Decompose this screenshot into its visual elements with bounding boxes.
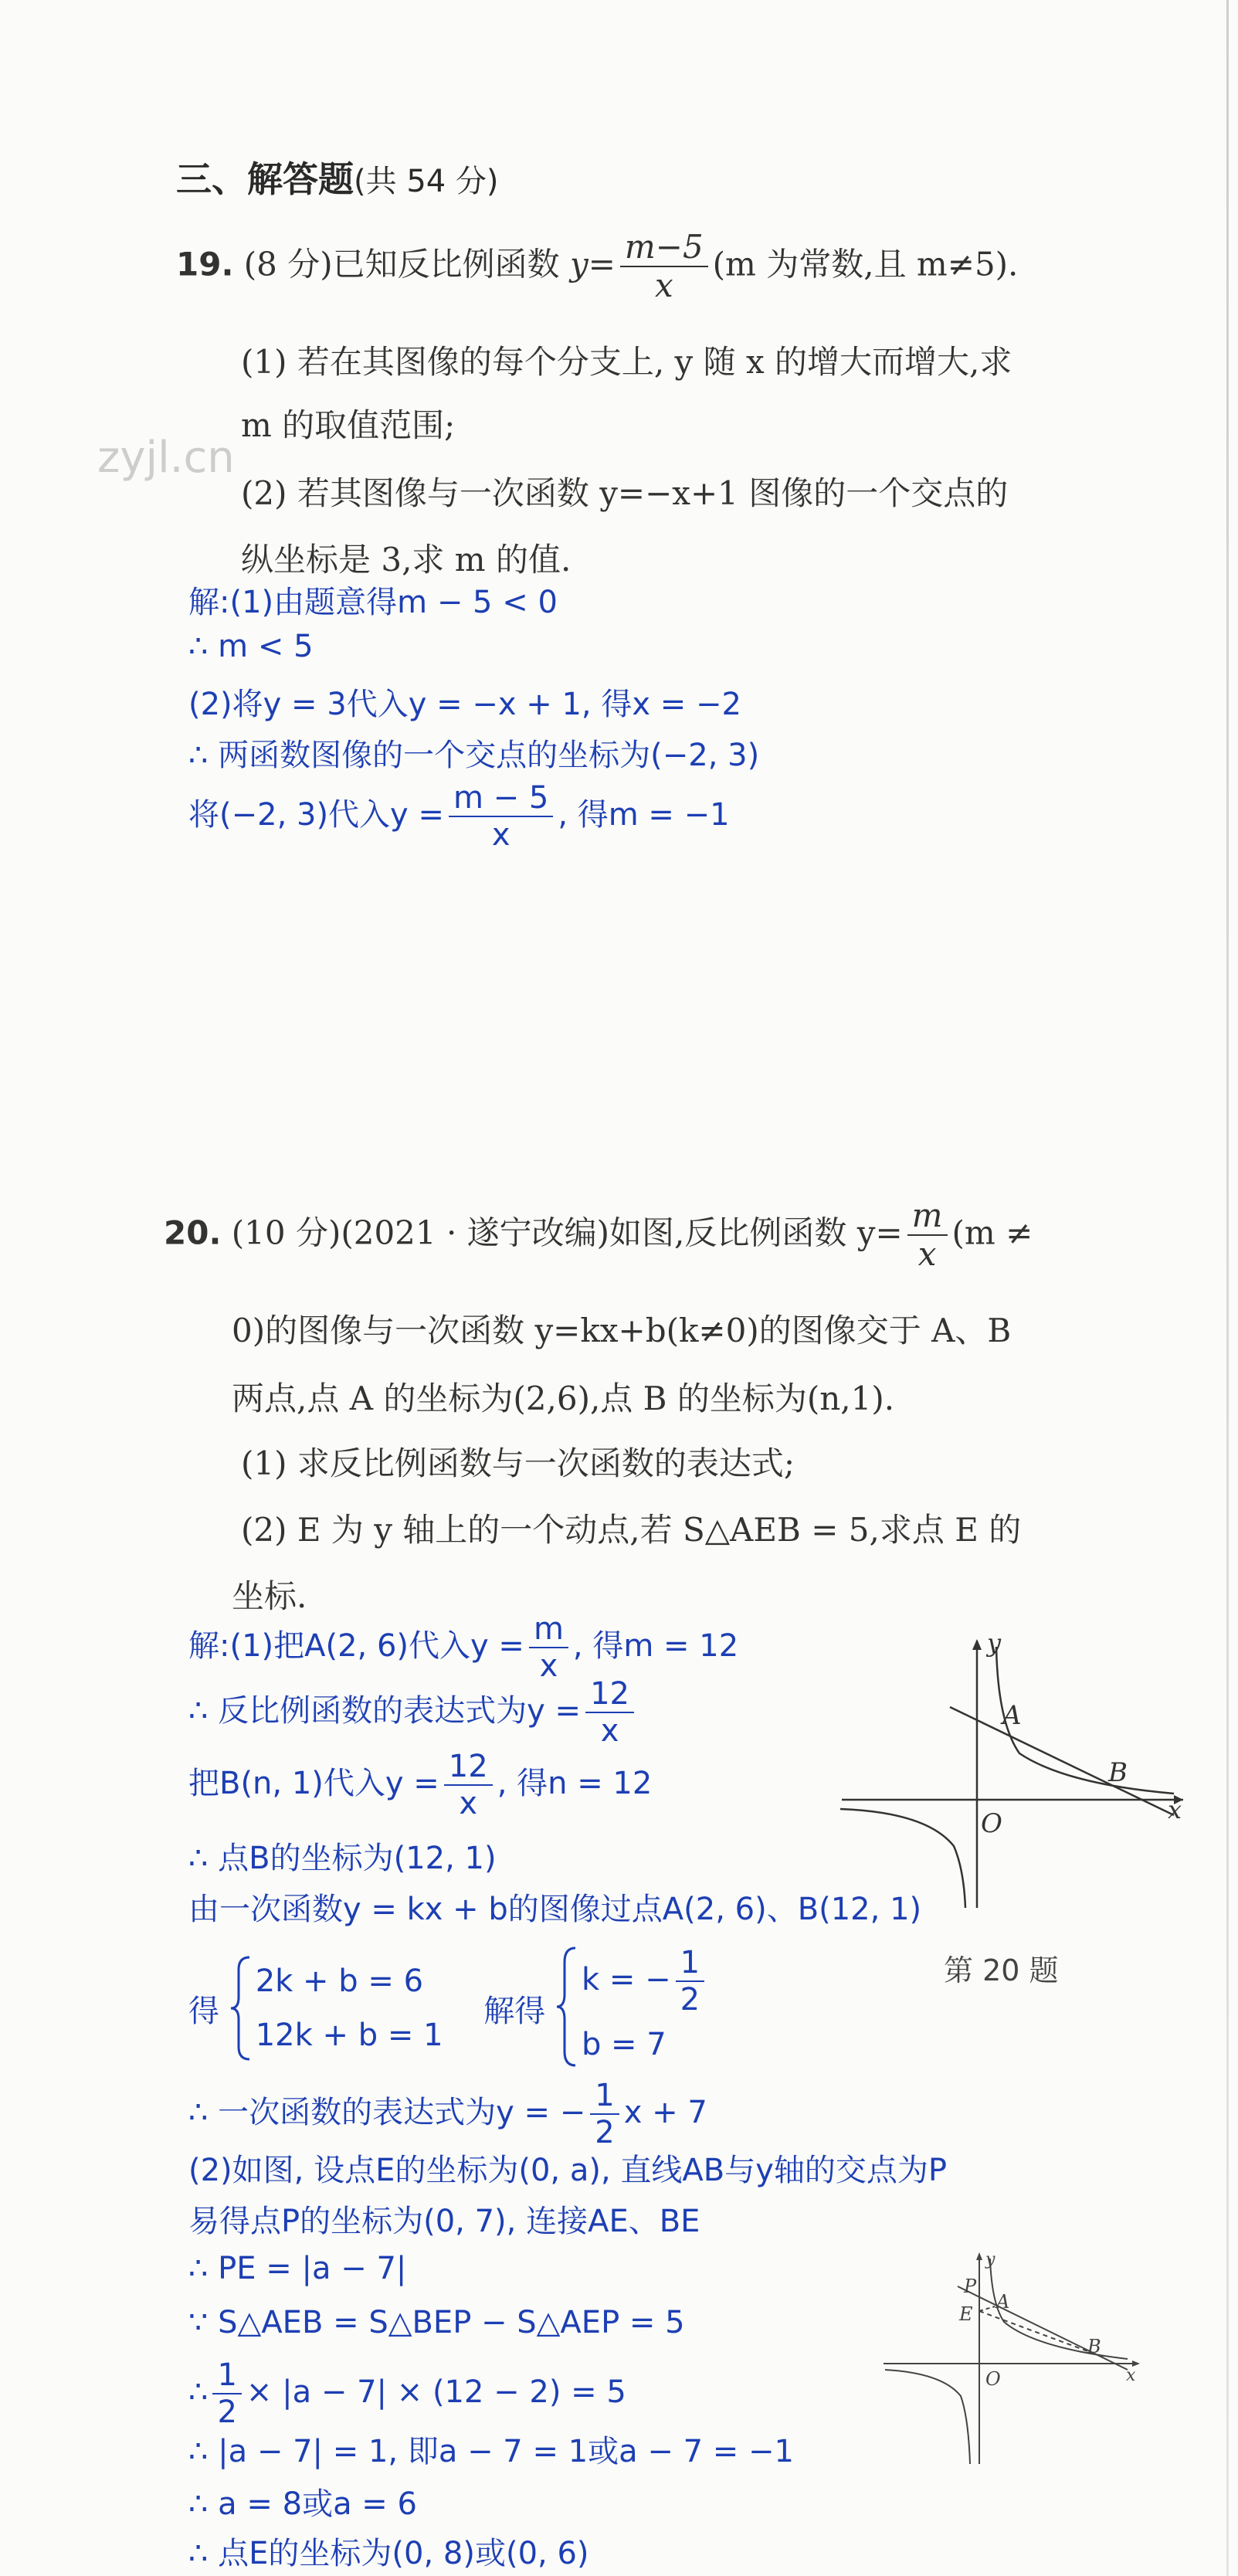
a19-line1: 解:(1)由题意得m − 5 < 0 <box>188 585 558 620</box>
label-p: P <box>964 2276 977 2297</box>
q19-score: (8 分) <box>243 245 333 283</box>
a20-fraction-4: $\frac{1}{2}$ <box>590 2078 619 2150</box>
a20-line5: 由一次函数y = kx + b的图像过点A(2, 6)、B(12, 1) <box>188 1892 922 1927</box>
q20-line4: (1) 求反比例函数与一次函数的表达式; <box>241 1444 795 1482</box>
a20-line9: 易得点P的坐标为(0, 7), 连接AE、BE <box>188 2204 700 2239</box>
q20-line3: 两点,点 A 的坐标为(2,6),点 B 的坐标为(n,1). <box>232 1380 895 1417</box>
watermark: zyjl.cn <box>97 433 235 483</box>
a20-line13: ∴ |a − 7| = 1, 即a − 7 = 1或a − 7 = −1 <box>188 2434 794 2469</box>
q19-part1-line2: m 的取值范围; <box>241 406 456 444</box>
label-y: y <box>987 1630 1002 1658</box>
a20-fraction-3: $\frac{12}{x}$ <box>444 1749 493 1821</box>
label-b: B <box>1087 2336 1101 2357</box>
q20-stem-a: 如图,反比例函数 y= <box>609 1213 903 1252</box>
a20-line1: 解:(1)把A(2, 6)代入y = $\frac{m}{x}$ , 得m = 12 <box>188 1611 739 1684</box>
a20-line12: ∴ $\frac{1}{2}$ × |a − 7| × (12 − 2) = 5 <box>188 2357 626 2430</box>
equation-system-2: k = − $\frac{1}{2}$ b = 7 <box>555 1945 709 2072</box>
section-title: 三、解答题 <box>176 158 354 200</box>
q20-stem <box>164 1197 1033 1274</box>
a20-line15: ∴ 点E的坐标为(0, 8)或(0, 6) <box>188 2536 589 2571</box>
a19-line5: 将(−2, 3)代入y = $\frac{m - 5}{x}$ , 得m = −1 <box>188 780 730 853</box>
label-b: B <box>1108 1757 1128 1788</box>
line-ea-dashed <box>979 2306 995 2311</box>
line-eb-dashed <box>979 2311 1104 2357</box>
a20-fraction-1: $\frac{m}{x}$ <box>529 1611 568 1684</box>
label-y: y <box>985 2250 995 2269</box>
q20-line5: (2) E 为 y 轴上的一个动点,若 S△AEB = 5,求点 E 的 <box>241 1511 1022 1549</box>
a20-line2: ∴ 反比例函数的表达式为y = $\frac{12}{x}$ <box>188 1676 639 1749</box>
section-points: (共 54 分) <box>354 164 499 199</box>
y-axis-arrow-icon <box>972 1639 982 1650</box>
a20-fraction-5: $\frac{1}{2}$ <box>212 2357 241 2430</box>
q20-stem-b: (m ≠ <box>951 1213 1033 1252</box>
q19-stem-a: 已知反比例函数 <box>332 245 560 283</box>
figure-20-part2 <box>880 2248 1143 2472</box>
label-o: O <box>985 2368 1001 2390</box>
label-e: E <box>959 2303 973 2325</box>
q20-line6: 坐标. <box>232 1577 307 1615</box>
figure-20 <box>834 1630 1189 1916</box>
hyperbola-branch-2 <box>840 1809 965 1908</box>
q20-meta: (10 分)(2021 · 遂宁改编) <box>231 1213 610 1252</box>
q19-fx-lhs: y= <box>570 245 616 283</box>
hyperbola-branch-1 <box>990 2259 1128 2359</box>
a19-line2: ∴ m < 5 <box>188 629 314 664</box>
a20-line3: 把B(n, 1)代入y = $\frac{12}{x}$ , 得n = 12 <box>188 1749 653 1821</box>
equation-system-1: 2k + b = 6 12k + b = 1 <box>229 1954 443 2062</box>
q19-stem <box>176 229 1018 305</box>
q19-part2-line1: (2) 若其图像与一次函数 y=−x+1 图像的一个交点的 <box>241 474 1009 512</box>
q19-part2-line2: 纵坐标是 3,求 m 的值. <box>241 541 572 579</box>
a19-line3: (2)将y = 3代入y = −x + 1, 得x = −2 <box>188 687 741 722</box>
a20-line6: 得 2k + b = 6 12k + b = 1 解得 k = − $\frac{1}{2}$ b = 7 <box>188 1945 709 2072</box>
q19-number: 19. <box>176 245 234 283</box>
q20-number: 20. <box>164 1213 222 1252</box>
a20-fraction-2: $\frac{12}{x}$ <box>585 1676 634 1749</box>
label-x: x <box>1126 2366 1136 2385</box>
page-edge <box>1226 0 1229 2576</box>
a20-line14: ∴ a = 8或a = 6 <box>188 2486 417 2522</box>
a20-line7: ∴ 一次函数的表达式为y = − $\frac{1}{2}$ x + 7 <box>188 2078 707 2150</box>
q19-stem-b: (m 为常数,且 m≠5). <box>712 245 1019 283</box>
a19-line4: ∴ 两函数图像的一个交点的坐标为(−2, 3) <box>188 738 760 773</box>
left-brace-icon <box>555 1945 578 2069</box>
a19-fraction: $\frac{m - 5}{x}$ <box>449 780 553 853</box>
a20-line8: (2)如图, 设点E的坐标为(0, a), 直线AB与y轴的交点为P <box>188 2153 947 2188</box>
label-a: A <box>996 2291 1010 2313</box>
y-axis-arrow-icon <box>976 2252 982 2260</box>
label-x: x <box>1168 1795 1182 1824</box>
section-heading <box>176 151 499 202</box>
a20-line10: ∴ PE = |a − 7| <box>188 2251 407 2286</box>
label-o: O <box>981 1808 1002 1839</box>
q19-part1-line1: (1) 若在其图像的每个分支上, y 随 x 的增大而增大,求 <box>241 343 1012 381</box>
q20-fraction: $\frac{m}{x}$ <box>907 1197 948 1274</box>
a20-line4: ∴ 点B的坐标为(12, 1) <box>188 1841 497 1876</box>
a20-line11: ∵ S△AEB = S△BEP − S△AEP = 5 <box>188 2305 685 2340</box>
q19-fraction: $\frac{m-5}{x}$ <box>620 229 708 305</box>
label-a: A <box>1002 1700 1022 1731</box>
left-brace-icon <box>229 1954 253 2062</box>
hyperbola-branch-2 <box>885 2370 970 2464</box>
figure-caption: 第 20 题 <box>944 1953 1059 1987</box>
q20-line2: 0)的图像与一次函数 y=kx+b(k≠0)的图像交于 A、B <box>232 1312 1012 1349</box>
